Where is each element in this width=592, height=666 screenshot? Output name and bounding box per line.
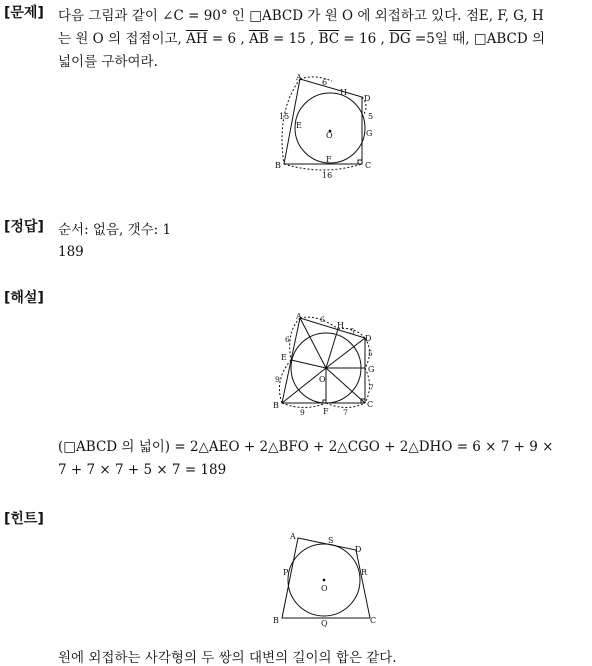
vertex-b: B — [273, 401, 279, 410]
length-bf: 9 — [300, 408, 305, 417]
solution-label: [해설] — [4, 290, 44, 306]
dim-ah — [300, 317, 338, 329]
point-h: H — [337, 321, 344, 330]
segment-oe — [291, 360, 326, 368]
problem-line-1: 다음 그림과 같이 ∠C = 90° 인 □ABCD 가 원 O 에 외접하고 있다. 점E, F, G, H — [58, 8, 544, 24]
center-o: O — [326, 131, 333, 140]
dim-bf — [282, 403, 326, 408]
length-bc: 16 — [322, 171, 333, 180]
problem-line-3: 넓이를 구하여라. — [58, 54, 158, 70]
vertex-c: C — [370, 616, 377, 625]
segment-oh — [326, 329, 338, 368]
point-h: H — [340, 88, 347, 97]
point-p: P — [283, 568, 289, 577]
vertex-c: C — [367, 400, 374, 409]
length-ab: 15 — [279, 112, 290, 121]
vertex-b: B — [275, 161, 281, 170]
center-o: O — [319, 375, 326, 384]
point-g: G — [368, 365, 375, 374]
problem-text: 는 원 O 의 접점이고, — [58, 31, 187, 47]
point-g: G — [366, 129, 373, 138]
length-ah: 6 — [320, 315, 325, 324]
segment-ab: $\overline{AB}$ — [249, 31, 269, 47]
hint-line-1: 원에 외접하는 사각형의 두 쌍의 대변의 길이의 합은 같다. — [58, 650, 397, 666]
length-dg: 5 — [368, 112, 374, 121]
vertex-c: C — [365, 161, 372, 170]
length-ah: 6 — [322, 78, 328, 87]
segment-dg: $\overline{DG}$ — [389, 31, 411, 47]
hint-figure — [268, 528, 383, 628]
vertex-d: D — [364, 94, 371, 103]
problem-text: = 15 , — [268, 31, 319, 47]
answer-label: [정답] — [4, 219, 44, 235]
vertex-d: D — [355, 545, 362, 554]
vertex-d: D — [365, 334, 372, 343]
solution-line-1: (□ABCD 의 넓이) = 2△AEO + 2△BFO + 2△CGO + 2△DHO = 6 × 7 + 9 × — [58, 439, 554, 455]
problem-figure — [270, 72, 385, 182]
center-o: O — [321, 584, 328, 593]
length-gc: 7 — [369, 383, 374, 392]
point-f: F — [323, 407, 329, 416]
length-hd: 5 — [350, 327, 355, 336]
answer-line-1: 순서: 없음, 갯수: 1 — [58, 222, 172, 238]
point-e: E — [281, 353, 287, 362]
point-s: S — [328, 536, 334, 545]
center-dot — [325, 367, 328, 370]
problem-line-2 — [58, 27, 545, 47]
vertex-a: A — [290, 532, 296, 541]
point-r: R — [361, 568, 368, 577]
dim-fc — [326, 403, 365, 408]
vertex-b: B — [273, 616, 279, 625]
incircle — [295, 93, 365, 163]
length-ae: 6 — [285, 335, 290, 344]
point-f: F — [326, 155, 332, 164]
length-fc: 7 — [343, 408, 348, 417]
problem-text: = 16 , — [339, 31, 390, 47]
center-dot — [323, 579, 326, 582]
point-e: E — [296, 121, 302, 130]
segment-od — [326, 338, 365, 368]
right-angle-mark — [358, 160, 362, 164]
solution-figure — [268, 310, 383, 420]
segment-oa — [300, 318, 326, 368]
dim-bc — [284, 164, 362, 170]
answer-value: 189 — [58, 244, 84, 260]
problem-text: =5일 때, □ABCD 의 — [410, 31, 546, 47]
vertex-a: A — [296, 312, 302, 321]
point-q: Q — [321, 619, 328, 628]
length-dg: 5 — [368, 349, 373, 358]
solution-line-2: 7 + 7 × 7 + 5 × 7 = 189 — [58, 462, 227, 478]
segment-bc: $\overline{BC}$ — [318, 31, 340, 47]
segment-ah: $\overline{AH}$ — [186, 31, 208, 47]
problem-label: [문제] — [4, 5, 44, 21]
segment-oc — [326, 368, 365, 403]
length-eb: 9 — [275, 375, 280, 384]
vertex-a: A — [296, 73, 302, 82]
hint-label: [힌트] — [4, 511, 44, 527]
problem-text: = 6 , — [207, 31, 249, 47]
